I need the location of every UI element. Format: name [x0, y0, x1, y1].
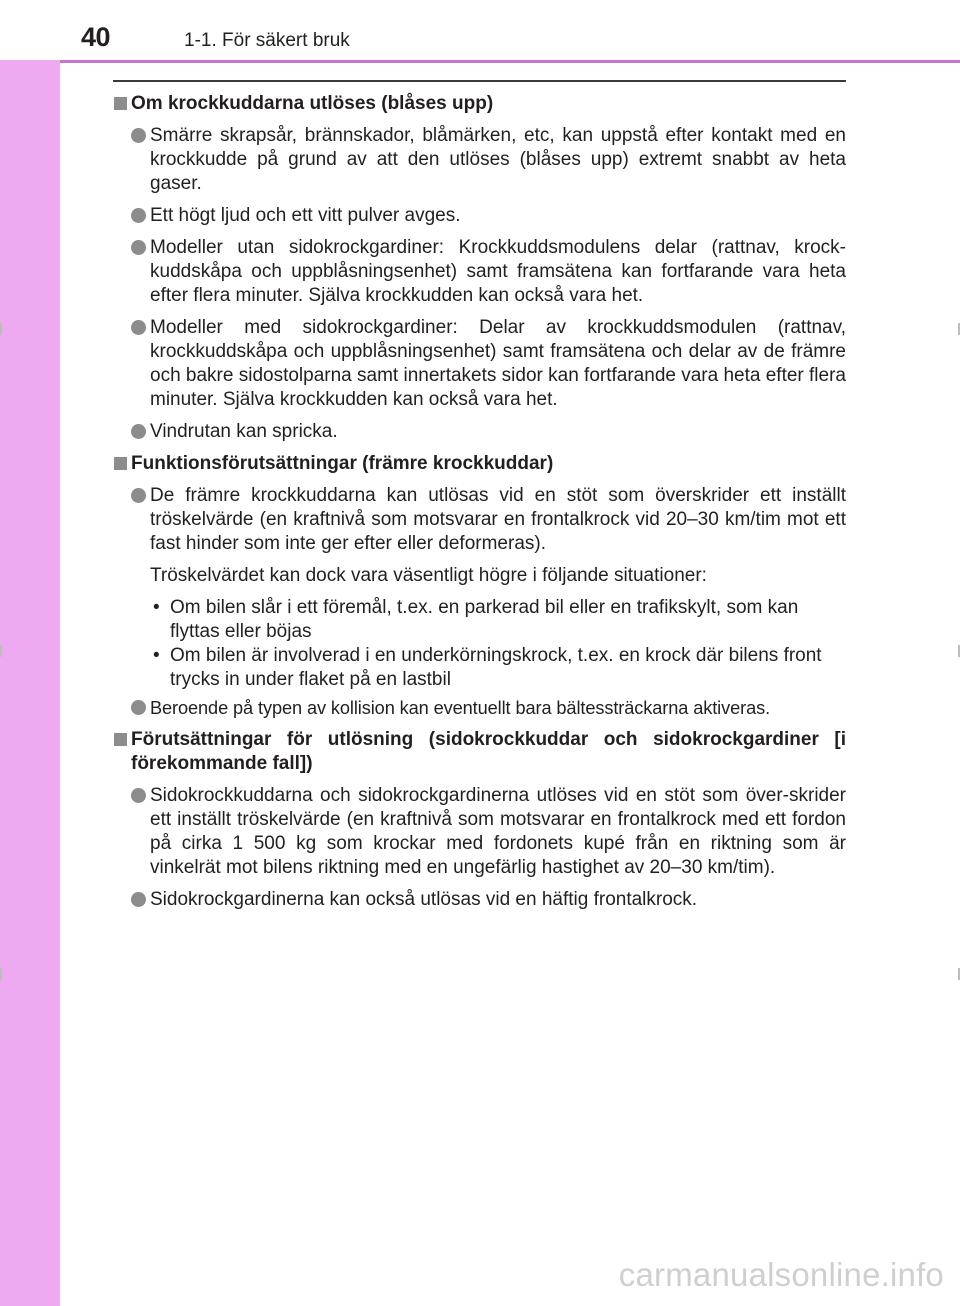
section-heading	[113, 728, 846, 776]
bullet-text: De främre krockkuddarna kan utlösas vid en stöt som överskrider ett inställt tröskelvärde (en kraftnivå som motsvarar en frontalkrock vid 20–30 km/tim mot ett fast hinder som inte ger efter eller deformeras).	[150, 485, 846, 554]
sub-list-text: Om bilen är involverad i en underkörningskrock, t.ex. en krock där bilens front trycks in under flaket på en lastbil	[170, 645, 822, 690]
bullet-item	[113, 124, 846, 196]
section-heading	[113, 452, 846, 476]
bullet-item	[113, 316, 846, 412]
chapter-color-sidebar	[0, 0, 60, 1306]
sub-list-item	[113, 644, 846, 692]
section-rule	[113, 80, 846, 82]
bullet-text: Vindrutan kan spricka.	[150, 421, 338, 442]
sub-bullet-marker: •	[153, 645, 160, 666]
bullet-item	[113, 236, 846, 308]
circle-bullet-icon	[131, 128, 146, 143]
bullet-text: Modeller med sidokrockgardiner: Delar av krockkuddsmodulen (rattnav, krockkuddskåpa och uppblåsningsenhet) samt framsätena och delar av de främre och bakre sidostolparna samt innertakets sidor kan fortfarande vara heta efter flera minuter. Själva krockkudden kan också vara het.	[150, 317, 846, 410]
square-bullet-icon	[114, 733, 127, 746]
page-content	[113, 92, 846, 920]
watermark: carmanualsonline.info	[618, 1256, 944, 1293]
circle-bullet-icon	[131, 788, 146, 803]
header-band	[0, 0, 960, 60]
section-heading-text: Om krockkuddarna utlöses (blåses upp)	[131, 93, 494, 114]
page-number: 40	[81, 22, 111, 52]
bullet-item	[113, 204, 846, 228]
bullet-text: Beroende på typen av kollision kan eventuellt bara bältessträckarna aktiveras.	[150, 698, 771, 718]
bullet-item	[113, 420, 846, 444]
square-bullet-icon	[114, 97, 127, 110]
circle-bullet-icon	[131, 240, 146, 255]
sub-list-item	[113, 596, 846, 644]
circle-bullet-icon	[131, 892, 146, 907]
bullet-item	[113, 484, 846, 556]
chapter-title: 1-1. För säkert bruk	[184, 30, 350, 51]
crop-mark	[0, 323, 2, 335]
bullet-item	[113, 784, 846, 880]
circle-bullet-icon	[131, 320, 146, 335]
bullet-text: Sidokrockkuddarna och sidokrockgardinerna utlöses vid en stöt som över-skrider ett inställt tröskelvärde (en kraftnivå som motsvarar en frontalkrock med ett fordon på cirka 1 500 kg som krockar med fordonets kupé från en riktning som är vinkelrät mot bilens riktning med en ungefärlig hastighet av 20–30 km/tim).	[150, 785, 846, 878]
crop-mark	[0, 645, 2, 657]
section-heading-text: Förutsättningar för utlösning (sidokrockkuddar och sidokrockgardiner [i förekommande fall])	[131, 729, 846, 774]
circle-bullet-icon	[131, 424, 146, 439]
section-heading	[113, 92, 846, 116]
circle-bullet-icon	[131, 488, 146, 503]
bullet-text: Ett högt ljud och ett vitt pulver avges.	[150, 205, 461, 226]
bullet-item	[113, 696, 846, 720]
section-heading-text: Funktionsförutsättningar (främre krockkuddar)	[131, 453, 554, 474]
square-bullet-icon	[114, 457, 127, 470]
circle-bullet-icon	[131, 208, 146, 223]
bullet-text: Smärre skrapsår, brännskador, blåmärken, etc, kan uppstå efter kontakt med en krockkudde på grund av att den utlöses (blåses upp) extremt snabbt av heta gaser.	[150, 125, 846, 194]
crop-mark	[0, 968, 2, 980]
header-divider	[60, 60, 960, 63]
paragraph: Tröskelvärdet kan dock vara väsentligt högre i följande situationer:	[150, 565, 707, 586]
circle-bullet-icon	[131, 700, 146, 715]
bullet-item	[113, 888, 846, 912]
bullet-text: Sidokrockgardinerna kan också utlösas vid en häftig frontalkrock.	[150, 889, 698, 910]
bullet-text: Modeller utan sidokrockgardiner: Krockkuddsmodulens delar (rattnav, krock-kuddskåpa och uppblåsningsenhet) samt framsätena kan fortfarande vara heta efter flera minuter. Själva krockkudden kan också vara het.	[150, 237, 846, 306]
sub-list-text: Om bilen slår i ett föremål, t.ex. en parkerad bil eller en trafikskylt, som kan flyttas eller böjas	[170, 597, 799, 642]
sub-bullet-marker: •	[153, 597, 160, 618]
